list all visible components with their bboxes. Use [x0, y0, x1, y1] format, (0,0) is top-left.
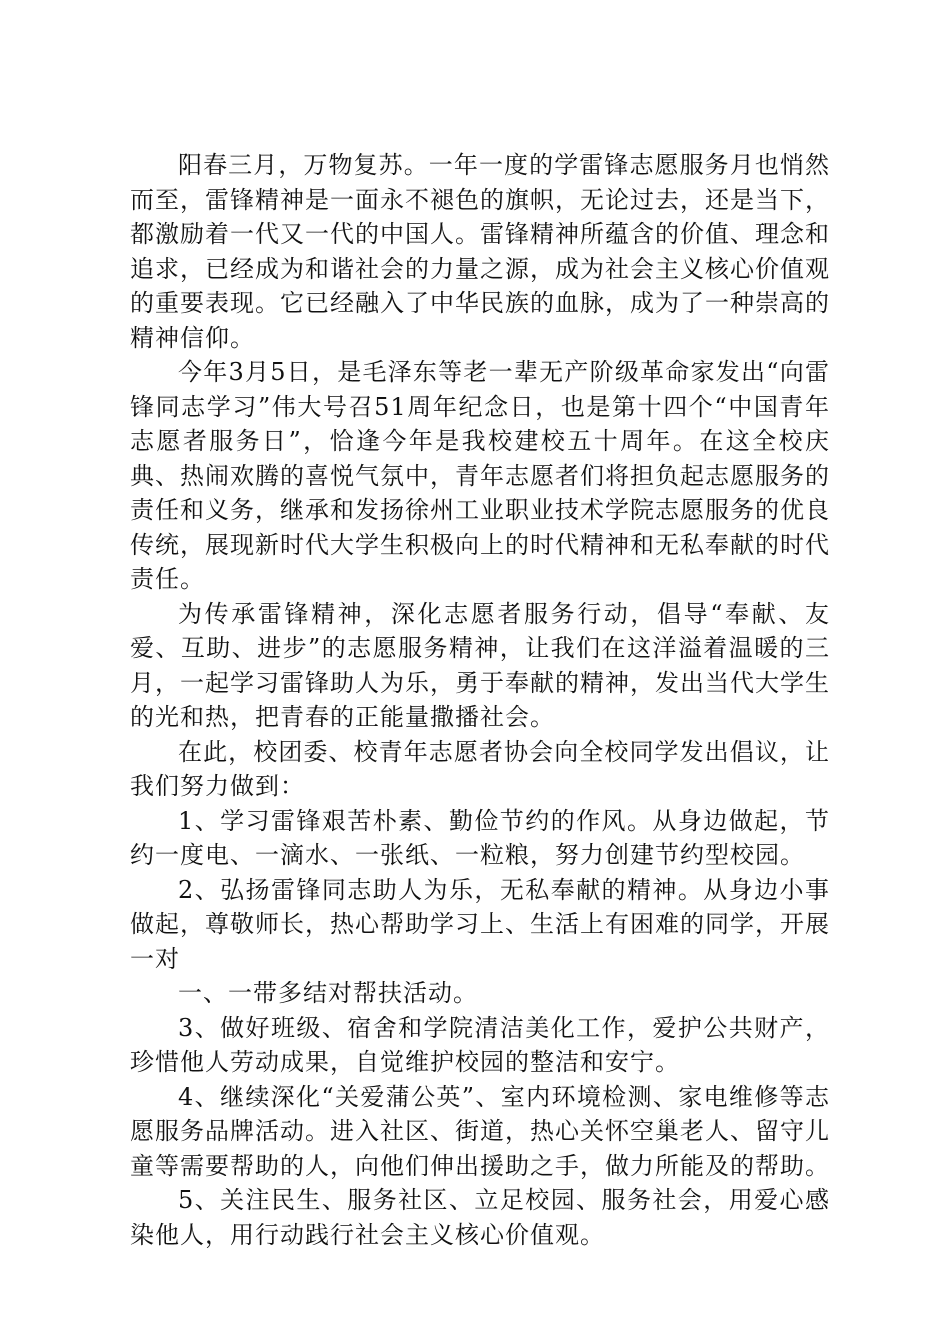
list-item-2: 2、弘扬雷锋同志助人为乐，无私奉献的精神。从身边小事做起，尊敬师长，热心帮助学习上、生活上有困难的同学，开展一对: [130, 875, 830, 973]
list-item-5: 5、关注民生、服务社区、立足校园、服务社会，用爱心感染他人，用行动践行社会主义核心价值观。: [130, 1186, 830, 1249]
paragraph-intro: 阳春三月，万物复苏。一年一度的学雷锋志愿服务月也悄然而至，雷锋精神是一面永不褪色的旗帜，无论过去，还是当下，都激励着一代又一代的中国人。雷锋精神所蕴含的价值、理念和追求，已经成为和谐社会的力量之源，成为社会主义核心价值观的重要表现。它已经融入了中华民族的血脉，成为了一种崇高的精神信仰。: [130, 151, 830, 352]
paragraph-anniversary: 今年3月5日，是毛泽东等老一辈无产阶级革命家发出“向雷锋同志学习”伟大号召51周年纪念日，也是第十四个“中国青年志愿者服务日”，恰逢今年是我校建校五十周年。在这全校庆典、热闹欢腾的喜悦气氛中，青年志愿者们将担负起志愿服务的责任和义务，继承和发扬徐州工业职业技术学院志愿服务的优良传统，展现新时代大学生积极向上的时代精神和无私奉献的时代责任。: [130, 358, 830, 593]
list-item-2-continued: 一、一带多结对帮扶活动。: [178, 979, 478, 1007]
list-item-4: 4、继续深化“关爱蒲公英”、室内环境检测、家电维修等志愿服务品牌活动。进入社区、街道，热心关怀空巢老人、留守儿童等需要帮助的人，向他们伸出援助之手，做力所能及的帮助。: [130, 1082, 830, 1180]
paragraph-purpose: 为传承雷锋精神，深化志愿者服务行动，倡导“奉献、友爱、互助、进步”的志愿服务精神，让我们在这洋溢着温暖的三月，一起学习雷锋助人为乐，勇于奉献的精神，发出当代大学生的光和热，把青春的正能量撒播社会。: [130, 599, 830, 731]
paragraph-proposal: 在此，校团委、校青年志愿者协会向全校同学发出倡议，让我们努力做到：: [130, 737, 830, 800]
document-body: [130, 148, 830, 1252]
list-item-1: 1、学习雷锋艰苦朴素、勤俭节约的作风。从身边做起，节约一度电、一滴水、一张纸、一粒粮，努力创建节约型校园。: [130, 806, 830, 869]
list-item-3: 3、做好班级、宿舍和学院清洁美化工作，爱护公共财产，珍惜他人劳动成果，自觉维护校园的整洁和安宁。: [130, 1013, 830, 1076]
